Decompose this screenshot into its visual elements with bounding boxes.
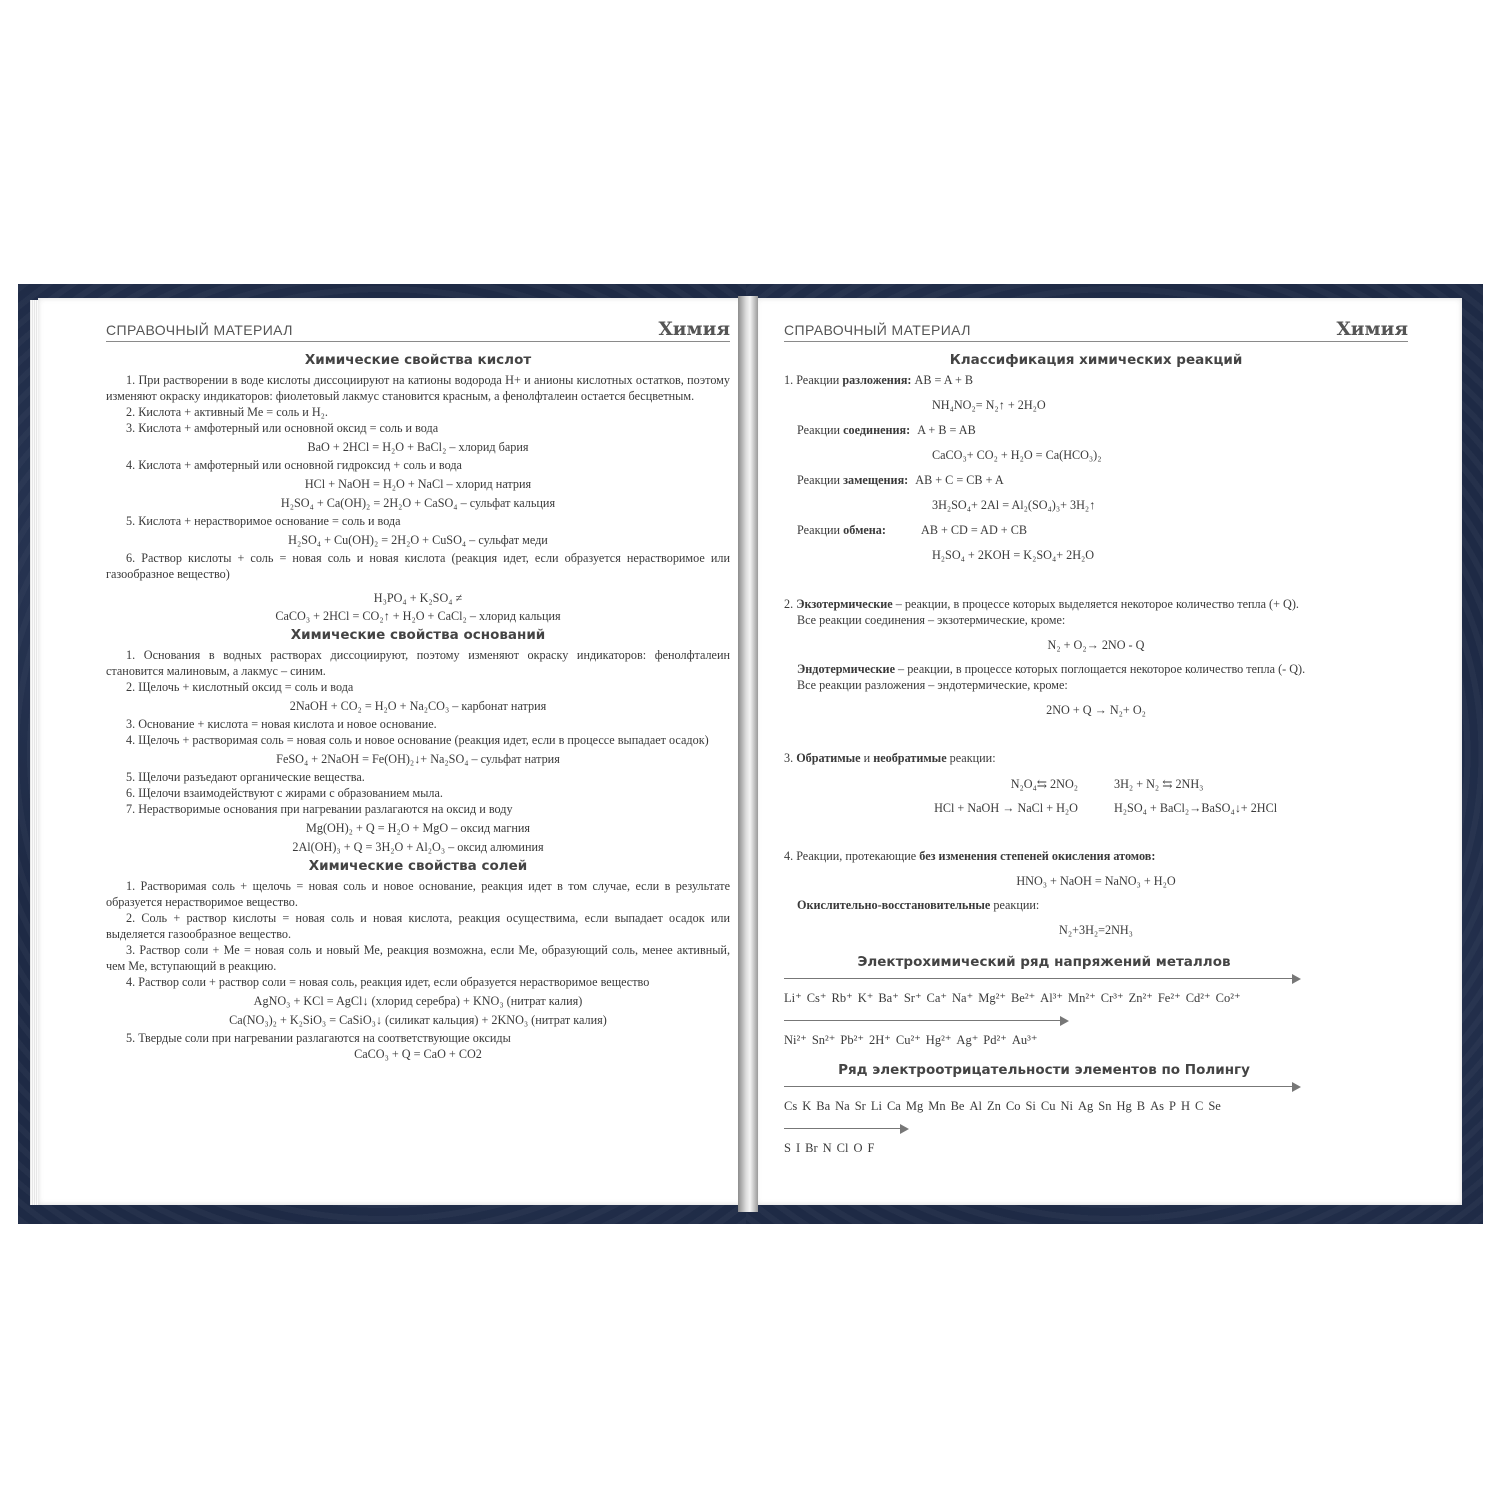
element-symbol: Ba [816,1099,831,1113]
metals-series-title: Электрохимический ряд напряжений металлов [857,954,1231,970]
exothermic-number: 2. [784,597,794,611]
acids-item-2: 2. Кислота + активный Ме = соль и H₂. [126,405,328,419]
decomposition-row [784,372,1408,388]
element-symbol: Li [870,1099,882,1113]
element-symbol: Cs [784,1099,798,1113]
oxidation-prefix: 4. Реакции, протекающие [784,849,917,863]
metal-ion: K⁺ [857,991,874,1005]
acids-item-1: 1. При растворении в воде кислоты диссоциируют на катионы водорода H+ и анионы кислотных остатков, поэтому изменяют окраску индикаторов: фиолетовый лакмус становится красным, а фенолфталеин остается бесцветным. [106,373,730,403]
bases-item-1: 1. Основания в водных растворах диссоциируют, поэтому изменяют окраску индикаторов: фенолфталеин становится малиновым, а лакмус – синим. [106,648,730,678]
element-symbol: I [795,1141,801,1155]
bases-equation-7b: 2Al(OH)₃ + Q = 3H₂O + Al₂O₃ – оксид алюминия [292,840,544,854]
element-symbol: Mn [928,1099,946,1113]
element-symbol: Na [835,1099,850,1113]
combination-scheme: A + B = AB [917,423,976,437]
salts-item-1: 1. Растворимая соль + щелочь = новая соль и новое основание, реакция идет в том случае, если в результате образуется нерастворимое вещество. [106,879,730,909]
element-symbol: Cu [1040,1099,1056,1113]
header-label: СПРАВОЧНЫЙ МАТЕРИАЛ [784,322,971,338]
acids-equation-4b: H₂SO₄ + Ca(OH)₂ = 2H₂O + CaSO₄ – сульфат кальция [280,496,556,510]
metal-ion: Mn²⁺ [1068,991,1096,1005]
exchange-scheme: AB + CD = AD + CB [921,523,1027,537]
metal-ion: 2H⁺ [868,1033,891,1047]
bases-item-6: 6. Щелочи взаимодействуют с жирами с образованием мыла. [126,786,443,800]
page-header [784,319,1408,342]
exchange-prefix: Реакции [797,523,841,537]
bases-item-5: 5. Щелочи разъедают органические вещества. [126,770,365,784]
element-symbol: H [1180,1099,1190,1113]
left-page-content [106,319,730,1062]
acids-equation-4a: HCl + NaOH = H₂O + NaCl – хлорид натрия [304,477,532,491]
element-symbol: Br [805,1141,818,1155]
redox-line [797,897,1408,913]
bases-equation-7a: Mg(OH)₂ + Q = H₂O + MgO – оксид магния [306,821,530,835]
acids-item-4: 4. Кислота + амфотерный или основной гидроксид + соль и вода [126,458,462,472]
bases-item-4: 4. Щелочь + растворимая соль = новая соль и новое основание (реакция идет, если в процессе выпадает осадок) [126,733,709,747]
element-symbol: F [867,1141,875,1155]
element-symbol: O [853,1141,863,1155]
metal-ion: Cu²⁺ [895,1033,921,1047]
element-symbol: K [802,1099,812,1113]
metal-ion: Co²⁺ [1215,991,1241,1005]
acids-title: Химические свойства кислот [304,352,532,368]
acids-equation-5: H₂SO₄ + Cu(OH)₂ = 2H₂O + CuSO₄ – сульфат меди [288,533,548,547]
element-symbol: Be [950,1099,965,1113]
endothermic-line [797,661,1408,677]
exchange-row [797,522,1408,538]
element-symbol: Ni [1060,1099,1073,1113]
endothermic-note: Все реакции разложения – эндотермические, кроме: [797,678,1068,692]
metals-arrow-1 [784,974,1408,984]
combination-equation: CaCO₃+ CO₂ + H₂O = Ca(HCO₃)₂ [932,448,1102,462]
metal-ion: Sr⁺ [903,991,922,1005]
reversible-and: и [863,751,871,765]
element-symbol: As [1150,1099,1164,1113]
element-symbol: Hg [1116,1099,1132,1113]
redox-tail: реакции: [993,898,1040,912]
salts-item-4: 4. Раствор соли + раствор соли = новая соль, реакция идет, если образуется нерастворимое вещество [126,975,650,989]
substitution-word: замещения: [843,473,909,487]
element-symbol: Sr [854,1099,866,1113]
exothermic-equation: N₂ + O₂→ 2NO - Q [1047,638,1145,652]
reversible-number: 3. [784,751,794,765]
metal-ion: Pd²⁺ [983,1033,1007,1047]
metal-ion: Be²⁺ [1010,991,1036,1005]
combination-row [797,422,1408,438]
acids-item-5: 5. Кислота + нерастворимое основание = соль и вода [126,514,401,528]
header-subject: Химия [1336,319,1408,340]
oxidation-line [784,848,1408,864]
irreversible-eq-2: H₂SO₄ + BaCl₂→BaSO₄↓+ 2HCl [1114,801,1278,815]
element-symbol: C [1194,1099,1204,1113]
bases-equation-2: 2NaOH + CO₂ = H₂O + Na₂CO₃ – карбонат натрия [289,699,547,713]
salts-item-5: 5. Твердые соли при нагревании разлагаются на соответствующие оксиды [126,1031,511,1045]
element-symbol: Se [1208,1099,1221,1113]
element-symbol: Ag [1077,1099,1094,1113]
decomposition-equation: NH₄NO₂= N₂↑ + 2H₂O [932,398,1046,412]
element-symbol: Sn [1098,1099,1112,1113]
substitution-equation: 3H₂SO₄+ 2Al = Al₂(SO₄)₃+ 3H₂↑ [932,498,1096,512]
metal-ion: Hg²⁺ [925,1033,952,1047]
pauling-series-row-1 [784,1098,1408,1114]
exothermic-line [784,596,1408,612]
metal-ion: Cs⁺ [806,991,827,1005]
right-page-content [784,319,1408,1166]
book-spine [738,296,758,1212]
decomposition-prefix: 1. Реакции [784,373,840,387]
metal-ion: Ba⁺ [878,991,899,1005]
element-symbol: Si [1025,1099,1036,1113]
substitution-prefix: Реакции [797,473,841,487]
metals-series-row-1 [784,990,1408,1006]
element-symbol: Ca [886,1099,901,1113]
irreversible-word: необратимые [873,751,947,765]
endothermic-text: – реакции, в процессе которых поглощается некоторое количество тепла (- Q). [898,662,1306,676]
reversible-equations [784,776,1408,824]
endothermic-word: Эндотермические [797,662,895,676]
substitution-scheme: AB + C = CB + A [915,473,1004,487]
salts-equation-4a: AgNO₃ + KCl = AgCl↓ (хлорид серебра) + KNO₃ (нитрат калия) [253,994,583,1008]
salts-item-2: 2. Соль + раствор кислоты = новая соль и новая кислота, реакция осуществима, если выпадает осадок или выделяется газообразное вещество. [106,911,730,941]
element-symbol: Zn [986,1099,1001,1113]
exothermic-note: Все реакции соединения – экзотермические, кроме: [797,613,1066,627]
metal-ion: Zn²⁺ [1128,991,1153,1005]
decomposition-scheme: AB = A + B [914,373,973,387]
metal-ion: Rb⁺ [831,991,853,1005]
element-symbol: Al [969,1099,982,1113]
reversible-line [784,750,1408,766]
metal-ion: Na⁺ [952,991,974,1005]
pauling-arrow-2 [784,1124,1408,1134]
header-subject: Химия [658,319,730,340]
classification-title: Классификация химических реакций [949,352,1243,368]
bases-equation-4: FeSO₄ + 2NaOH = Fe(OH)₂↓+ Na₂SO₄ – сульфат натрия [276,752,560,766]
element-symbol: P [1169,1099,1176,1113]
reversible-eq-1: N₂O₄⇆ 2NO₂ [1010,777,1078,791]
substitution-row [797,472,1408,488]
metal-ion: Al³⁺ [1040,991,1064,1005]
element-symbol: Co [1005,1099,1021,1113]
metal-ion: Ag⁺ [956,1033,979,1047]
bases-item-7: 7. Нерастворимые основания при нагревании разлагаются на оксид и воду [126,802,513,816]
metals-series-row-2 [784,1032,1408,1048]
pauling-series-row-2 [784,1140,1408,1156]
salts-title: Химические свойства солей [308,858,528,874]
exothermic-text: – реакции, в процессе которых выделяется некоторое количество тепла (+ Q). [895,597,1299,611]
pauling-arrow-1 [784,1082,1408,1092]
element-symbol: B [1136,1099,1146,1113]
redox-equation: N₂+3H₂=2NH₃ [1059,923,1133,937]
metal-ion: Ni²⁺ [784,1033,807,1047]
metal-ion: Pb²⁺ [840,1033,864,1047]
exchange-word: обмена: [843,523,886,537]
oxidation-equation: HNO₃ + NaOH = NaNO₃ + H₂O [1016,874,1176,888]
acids-equation-6a: H₃PO₄ + K₂SO₄ ≠ [373,591,463,605]
irreversible-eq-1: HCl + NaOH → NaCl + H₂O [934,801,1078,815]
metal-ion: Sn²⁺ [811,1033,836,1047]
metal-ion: Mg²⁺ [978,991,1006,1005]
salts-equation-5: CaCO₃ + Q = CaO + CO2 [354,1047,482,1061]
page-header [106,319,730,342]
metal-ion: Cr³⁺ [1100,991,1124,1005]
combination-prefix: Реакции [797,423,841,437]
acids-equation-3: BaO + 2HCl = H₂O + BaCl₂ – хлорид бария [307,440,529,454]
exothermic-word: Экзотермические [796,597,893,611]
acids-item-3: 3. Кислота + амфотерный или основной оксид = соль и вода [126,421,439,435]
metal-ion: Ca⁺ [926,991,948,1005]
element-symbol: N [822,1141,832,1155]
metal-ion: Au³⁺ [1011,1033,1038,1047]
decomposition-word: разложения: [842,373,912,387]
element-symbol: S [784,1141,791,1155]
metal-ion: Fe²⁺ [1157,991,1181,1005]
acids-item-6: 6. Раствор кислоты + соль = новая соль и новая кислота (реакция идет, если образуется нерастворимое или газообразное вещество) [106,551,730,581]
salts-item-3: 3. Раствор соли + Ме = новая соль и новый Ме, реакция возможна, если Ме, образующий соль, менее активный, чем Ме, вступающий в реакцию. [106,943,730,973]
bases-title: Химические свойства оснований [290,627,546,643]
pauling-series-title: Ряд электроотрицательности элементов по Полингу [838,1062,1250,1078]
element-symbol: Mg [905,1099,924,1113]
redox-word: Окислительно-восстановительные [797,898,991,912]
reversible-word: Обратимые [796,751,861,765]
header-label: СПРАВОЧНЫЙ МАТЕРИАЛ [106,322,293,338]
metal-ion: Cd²⁺ [1185,991,1211,1005]
bases-item-2: 2. Щелочь + кислотный оксид = соль и вода [126,680,354,694]
bases-item-3: 3. Основание + кислота = новая кислота и новое основание. [126,717,437,731]
salts-equation-4b: Ca(NO₃)₂ + K₂SiO₃ = CaSiO₃↓ (силикат кальция) + 2KNO₃ (нитрат калия) [229,1013,607,1027]
combination-word: соединения: [843,423,911,437]
oxidation-word: без изменения степеней окисления атомов: [919,849,1156,863]
reversible-tail: реакции: [949,751,996,765]
acids-equation-6b: CaCO₃ + 2HCl = CO₂↑ + H₂O + CaCl₂ – хлорид кальция [275,609,561,623]
exchange-equation: H₂SO₄ + 2KOH = K₂SO₄+ 2H₂O [932,548,1095,562]
element-symbol: Cl [836,1141,849,1155]
metals-arrow-2 [784,1016,1408,1026]
endothermic-equation: 2NO + Q → N₂+ O₂ [1046,703,1146,717]
metal-ion: Li⁺ [784,991,802,1005]
reversible-eq-2: 3H₂ + N₂ ⇆ 2NH₃ [1114,777,1204,791]
